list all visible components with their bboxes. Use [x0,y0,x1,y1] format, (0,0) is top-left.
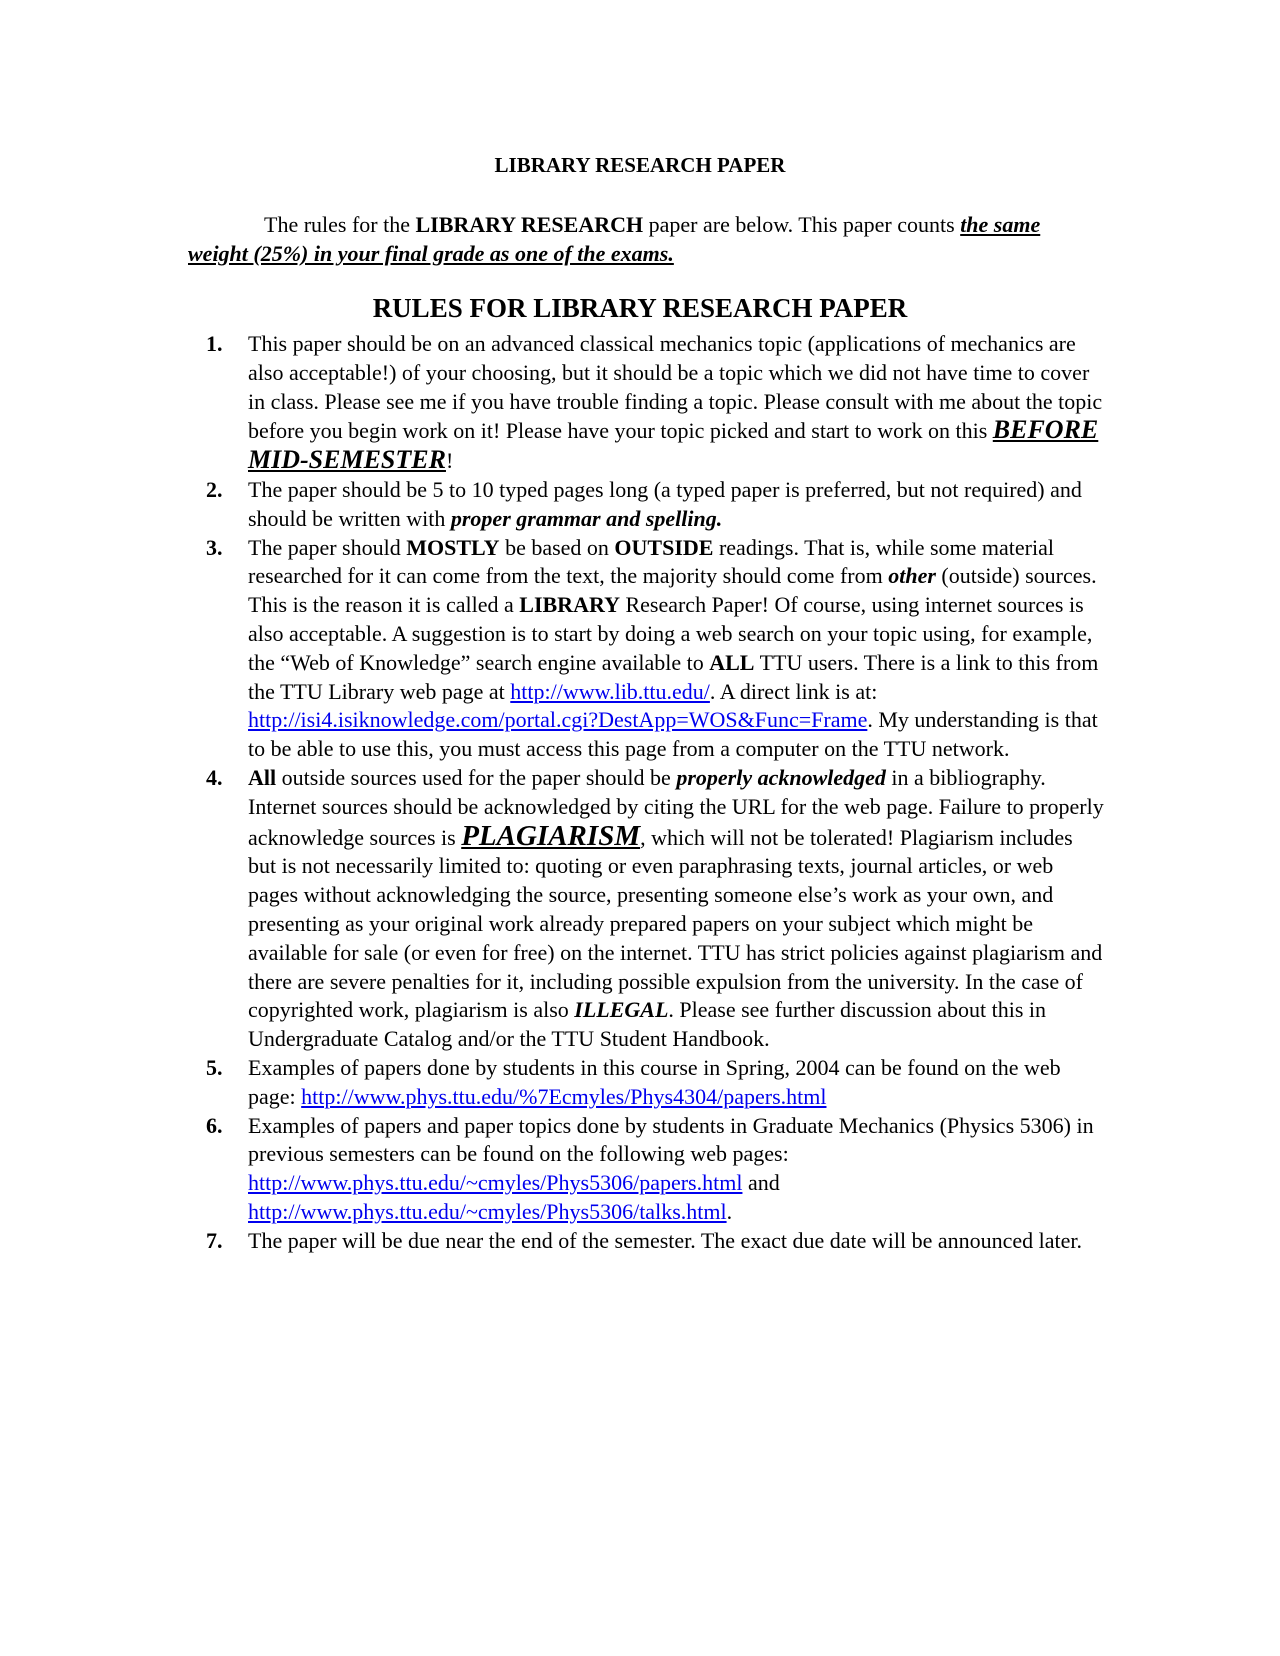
rule-3-text-8: . My understanding is that to be able to use this, you must access this page from a computer on the TTU network. [248,707,1098,762]
rule-item-4 [206,764,1106,1054]
document-title: LIBRARY RESEARCH PAPER [494,153,786,177]
rule-3-text-2: be based on [499,534,615,560]
phys5306-papers-link[interactable]: http://www.phys.ttu.edu/~cmyles/Phys5306/papers.html [248,1170,743,1196]
rule-4-properly-acknowledged: properly acknowledged [676,764,886,790]
rule-6-text-2: and [742,1170,780,1196]
rule-item-7 [206,1227,1106,1256]
phys5306-talks-link[interactable]: http://www.phys.ttu.edu/~cmyles/Phys5306/talks.html [248,1198,727,1224]
rule-4-bold-all: All [248,764,277,790]
rule-4-plagiarism-emphasis: PLAGIARISM [461,819,641,852]
rule-4-illegal: ILLEGAL [574,997,669,1023]
rule-3-bold-outside: OUTSIDE [614,534,714,560]
rule-2-grammar-emphasis: proper grammar and spelling. [450,505,723,531]
rules-heading: RULES FOR LIBRARY RESEARCH PAPER [372,293,908,323]
rule-item-5 [206,1054,1106,1112]
rule-1-before-midsemester-emphasis: BEFORE MID-SEMESTER [248,415,1099,475]
intro-paragraph [188,210,1088,268]
rule-3-text-1: The paper should [248,534,407,560]
rule-4-text-2: in a bibliography. Internet sources should be acknowledged by citing the URL for the web page. Failure to properly acknowledge sources is [248,764,1104,850]
rule-4-text-1: outside sources used for the paper should be [276,764,677,790]
rule-4-text-4: . Please see further discussion about this in Undergraduate Catalog and/or the TTU Student Handbook. [248,997,1047,1052]
rule-number-5: 5. [206,1054,223,1080]
rule-3-text-3: readings. That is, while some material researched for it can come from the text, the majority should come from [248,534,1054,589]
rule-5-text: Examples of papers done by students in this course in Spring, 2004 can be found on the web page: [248,1054,1061,1109]
rule-1-text-end: ! [445,448,454,474]
web-of-knowledge-link[interactable]: http://isi4.isiknowledge.com/portal.cgi?DestApp=WOS&Func=Frame [248,707,868,733]
rule-6-text-1: Examples of papers and paper topics done by students in Graduate Mechanics (Physics 5306) in previous semesters can be found on the following web pages: [248,1112,1094,1167]
rule-3-bold-all: ALL [709,649,755,675]
phys4304-papers-link[interactable]: http://www.phys.ttu.edu/%7Ecmyles/Phys4304/papers.html [301,1083,827,1109]
rule-1-text: This paper should be on an advanced classical mechanics topic (applications of mechanics are also acceptable!) of your choosing, but it should be a topic which we did not have time to cover in class. Please see me if you have trouble finding a topic. Please consult with me about the topic before you begin work on it! Please have your topic picked and start to work on this [248,331,1103,444]
rule-item-3 [206,534,1106,764]
ttu-library-link[interactable]: http://www.lib.ttu.edu/ [510,678,710,704]
rule-item-6 [206,1112,1106,1227]
rule-item-2 [206,476,1106,534]
rule-3-bold-library: LIBRARY [519,592,620,618]
rule-3-text-4: (outside) sources. This is the reason it is called a [248,563,1097,618]
intro-bold-library-research: LIBRARY RESEARCH [415,212,644,237]
rule-number-1: 1. [206,331,223,356]
rule-3-text-7: . A direct link is at: [709,678,878,704]
rule-number-4: 4. [206,764,223,790]
rules-list [206,330,1106,1256]
rule-item-1 [206,330,1106,476]
intro-weight-emphasis: the same weight (25%) in your final grade as one of the exams. [188,212,1041,266]
intro-text-1: The rules for the [264,212,416,237]
rule-7-text: The paper will be due near the end of the semester. The exact due date will be announced later. [248,1227,1083,1253]
rule-4-text-3: , which will not be tolerated! Plagiarism includes but is not necessarily limited to: quoting or even paraphrasing texts, journal articles, or web pages without acknowledging the source, presenting someone else’s work as your own, and presenting as your original work already prepared papers on your subject which might be available for sale (or even for free) on the internet. TTU has strict policies against plagiarism and there are severe penalties for it, including possible expulsion from the university. In the case of copyrighted work, plagiarism is also [248,824,1103,1023]
rule-number-3: 3. [206,534,223,560]
rule-number-7: 7. [206,1227,223,1253]
rule-3-bold-mostly: MOSTLY [406,534,500,560]
rule-3-text-5: Research Paper! Of course, using internet sources is also acceptable. A suggestion is to start by doing a web search on your topic using, for example, the “Web of Knowledge” search engine available to [248,592,1093,675]
rule-number-6: 6. [206,1112,223,1138]
rule-3-text-6: TTU users. There is a link to this from the TTU Library web page at [248,649,1099,704]
rule-6-text-3: . [726,1198,733,1224]
intro-text-2: paper are below. This paper counts [643,212,961,237]
rule-number-2: 2. [206,476,223,502]
rule-3-italic-other: other [888,563,936,589]
rule-2-text: The paper should be 5 to 10 typed pages long (a typed paper is preferred, but not required) and should be written with [248,476,1082,531]
